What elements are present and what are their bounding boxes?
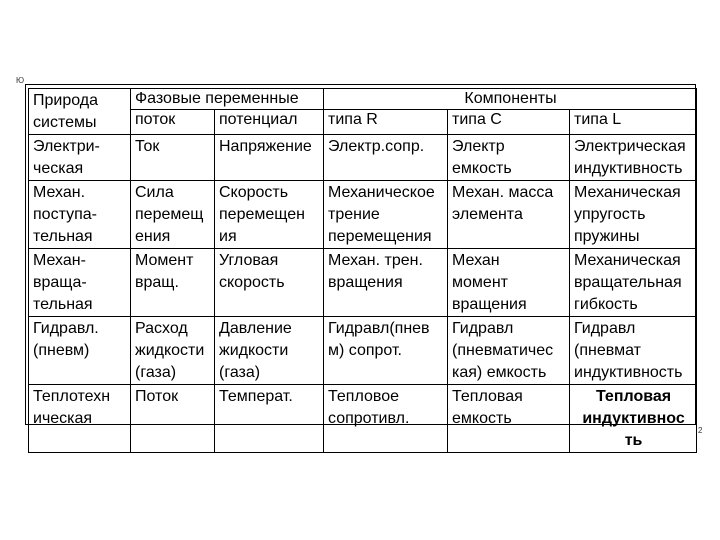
cell-potential: Скорость перемещен ия	[215, 181, 324, 249]
header-type-c: типа C	[448, 110, 570, 135]
header-phase-variables: Фазовые переменные	[131, 89, 324, 110]
cell-flow: Поток	[131, 385, 215, 453]
cell-flow: Момент вращ.	[131, 249, 215, 317]
cell-nature: Гидравл. (пневм)	[29, 317, 131, 385]
cell-flow: Сила перемещ ения	[131, 181, 215, 249]
header-nature: Природа системы	[29, 89, 131, 135]
cell-type-r: Электр.сопр.	[324, 135, 448, 181]
cell-type-l: Механическая упругость пружины	[570, 181, 697, 249]
cell-type-c: Механ. масса элемента	[448, 181, 570, 249]
table-row	[29, 181, 697, 249]
cell-type-c: Механ момент вращения	[448, 249, 570, 317]
cell-flow: Ток	[131, 135, 215, 181]
table-row	[29, 135, 697, 181]
header-potential: потенциал	[215, 110, 324, 135]
components-table	[28, 88, 697, 453]
header-flow: поток	[131, 110, 215, 135]
cell-potential: Давление жидкости (газа)	[215, 317, 324, 385]
table-row	[29, 249, 697, 317]
cell-type-l: Гидравл (пневмат индуктивность	[570, 317, 697, 385]
cell-type-c: Тепловая емкость	[448, 385, 570, 453]
header-components: Компоненты	[324, 89, 697, 110]
header-row-1	[29, 89, 697, 110]
cell-type-l: Тепловая индуктивнос ть	[570, 385, 697, 453]
cell-flow: Расход жидкости (газа)	[131, 317, 215, 385]
table-row	[29, 385, 697, 453]
cell-type-l: Электрическая индуктивность	[570, 135, 697, 181]
cell-nature: Механ- враща- тельная	[29, 249, 131, 317]
edge-mark: 2	[698, 426, 703, 435]
cell-nature: Механ. поступа- тельная	[29, 181, 131, 249]
cell-type-r: Тепловое сопротивл.	[324, 385, 448, 453]
cell-potential: Напряжение	[215, 135, 324, 181]
table-row	[29, 317, 697, 385]
cell-nature: Электри- ческая	[29, 135, 131, 181]
header-type-l: типа L	[570, 110, 697, 135]
cell-potential: Угловая скорость	[215, 249, 324, 317]
header-type-r: типа R	[324, 110, 448, 135]
cell-type-r: Механ. трен. вращения	[324, 249, 448, 317]
cell-type-r: Механическое трение перемещения	[324, 181, 448, 249]
cell-potential: Температ.	[215, 385, 324, 453]
corner-mark: Ю	[16, 76, 25, 85]
cell-nature: Теплотехн ическая	[29, 385, 131, 453]
cell-type-l: Механическая вращательная гибкость	[570, 249, 697, 317]
cell-type-c: Гидравл (пневматичес кая) емкость	[448, 317, 570, 385]
cell-type-r: Гидравл(пнев м) сопрот.	[324, 317, 448, 385]
cell-type-c: Электр емкость	[448, 135, 570, 181]
